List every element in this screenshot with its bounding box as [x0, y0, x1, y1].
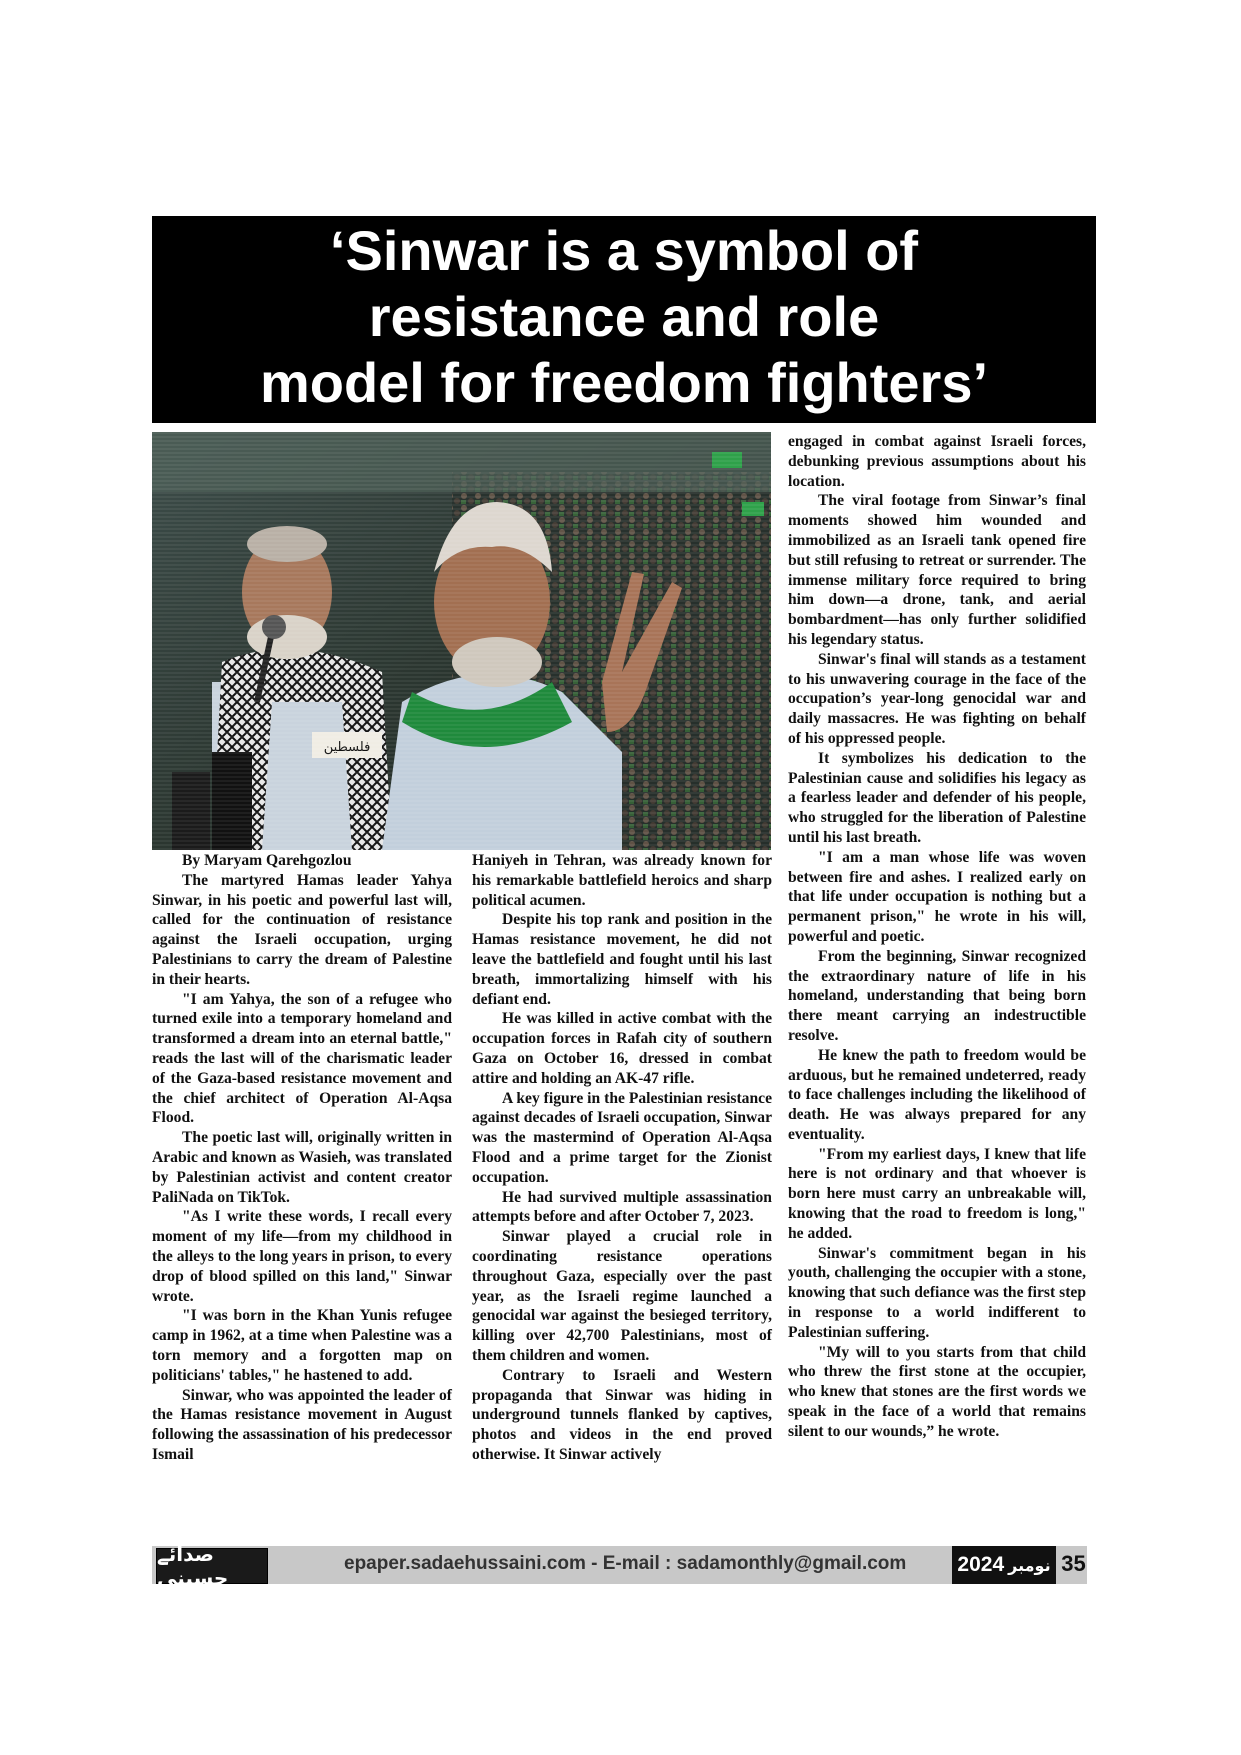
paragraph: He had survived multiple assassination attempts before and after October 7, 2023.	[472, 1188, 772, 1226]
paragraph: Contrary to Israeli and Western propaganda that Sinwar was hiding in underground tunnels flanked by captives, photos and videos in the end proved otherwise. It Sinwar actively	[472, 1366, 772, 1463]
paragraph: engaged in combat against Israeli forces, debunking previous assumptions about his location.	[788, 433, 1086, 490]
issue-month: نومبر	[1008, 1555, 1051, 1575]
paragraph: The poetic last will, originally written in Arabic and known as Wasieh, was translated by Palestinian activist and content creator PaliNada on TikTok.	[152, 1129, 452, 1206]
page-number: 35	[1061, 1551, 1086, 1576]
paragraph: It symbolizes his dedication to the Palestinian cause and solidifies his legacy as a fearless leader and defender of his people, who struggled for the liberation of Palestine until his last breath.	[788, 749, 1086, 846]
paragraph: Haniyeh in Tehran, was already known for his remarkable battlefield heroics and sharp political acumen.	[472, 852, 772, 909]
paragraph: He knew the path to freedom would be arduous, but he remained undeterred, ready to face challenges including the likelihood of death. He was always prepared for any eventuality.	[788, 1046, 1086, 1143]
paragraph: "I was born in the Khan Yunis refugee camp in 1962, at a time when Palestine was a torn memory and a forgotten map on politicians' tables," he hastened to add.	[152, 1307, 452, 1384]
issue-date	[952, 1546, 1056, 1584]
headline-line-1: ‘Sinwar is a symbol of	[329, 219, 919, 282]
headline-banner	[152, 216, 1096, 423]
paragraph: "I am Yahya, the son of a refugee who turned exile into a temporary homeland and transformed a dream into an eternal battle," reads the last will of the charismatic leader of the Gaza-based resistance movement and the chief architect of Operation Al-Aqsa Flood.	[152, 990, 452, 1127]
magazine-logo	[156, 1542, 268, 1590]
article-column-1	[152, 851, 452, 1529]
paragraph: "From my earliest days, I knew that life here is not ordinary and that whoever is born here must carry an unbreakable will, knowing that the road to freedom is long," he added.	[788, 1145, 1086, 1242]
article-photo	[152, 432, 771, 850]
paragraph: Despite his top rank and position in the Hamas resistance movement, he did not leave the battlefield and fought until his last breath, immortalizing himself with his defiant end.	[472, 911, 772, 1008]
paragraph: Sinwar, who was appointed the leader of the Hamas resistance movement in August following the assassination of his predecessor Ismail	[152, 1386, 452, 1463]
paragraph: "As I write these words, I recall every moment of my life—from my childhood in the alleys to the long years in prison, to every drop of blood spilled on this land," Sinwar wrote.	[152, 1208, 452, 1305]
paragraph: The martyred Hamas leader Yahya Sinwar, in his poetic and powerful last will, called for the continuation of resistance against the Israeli occupation, urging Palestinians to carry the dream of Palestine in their hearts.	[152, 871, 452, 988]
headline-line-3: model for freedom fighters’	[259, 351, 989, 414]
paragraph: Sinwar's final will stands as a testament to his unwavering courage in the face of the occupation’s year-long genocidal war and daily massacres. He was fighting on behalf of his oppressed people.	[788, 650, 1086, 747]
article-column-2	[472, 851, 772, 1529]
paragraph: He was killed in active combat with the occupation forces in Rafah city of southern Gaza on October 16, dressed in combat attire and holding an AK-47 rifle.	[472, 1010, 772, 1087]
page-footer	[152, 1542, 1087, 1590]
byline: By Maryam Qarehgozlou	[182, 852, 352, 869]
footer-contact: epaper.sadaehussaini.com - E-mail : sadamonthly@gmail.com	[344, 1553, 907, 1574]
headline-line-2: resistance and role	[368, 285, 880, 348]
paragraph: Sinwar played a crucial role in coordinating resistance operations throughout Gaza, especially over the past year, as the Israeli regime launched a genocidal war against the besieged territory, killing over 42,700 Palestinians, most of them children and women.	[472, 1228, 772, 1364]
paragraph: The viral footage from Sinwar’s final moments showed him wounded and immobilized as an Israeli tank opened fire but still refusing to retreat or surrender. The immense military force required to bring him down—a drone, tank, and aerial bombardment—has only further solidified his legendary status.	[788, 492, 1086, 648]
article-column-3	[788, 432, 1086, 1532]
logo-text: صدائے حسینی	[157, 1542, 229, 1590]
paragraph: Sinwar's commitment began in his youth, challenging the occupier with a stone, knowing that such defiance was the first step in response to a world indifferent to Palestinian suffering.	[788, 1244, 1086, 1341]
paragraph: "My will to you starts from that child who threw the first stone at the occupier, who knew that stones are the first words we speak in the face of a world that remains silent to our wounds,” he wrote.	[788, 1343, 1086, 1440]
paragraph: "I am a man whose life was woven between fire and ashes. I realized early on that life under occupation is nothing but a permanent prison," he wrote in his will, powerful and poetic.	[788, 848, 1086, 945]
paragraph: A key figure in the Palestinian resistance against decades of Israeli occupation, Sinwar was the mastermind of Operation Al-Aqsa Flood and a prime target for the Zionist occupation.	[472, 1089, 772, 1186]
paragraph: From the beginning, Sinwar recognized the extraordinary nature of life in his homeland, understanding that being born there meant carrying an indestructible resolve.	[788, 947, 1086, 1044]
issue-year: 2024	[957, 1553, 1005, 1576]
